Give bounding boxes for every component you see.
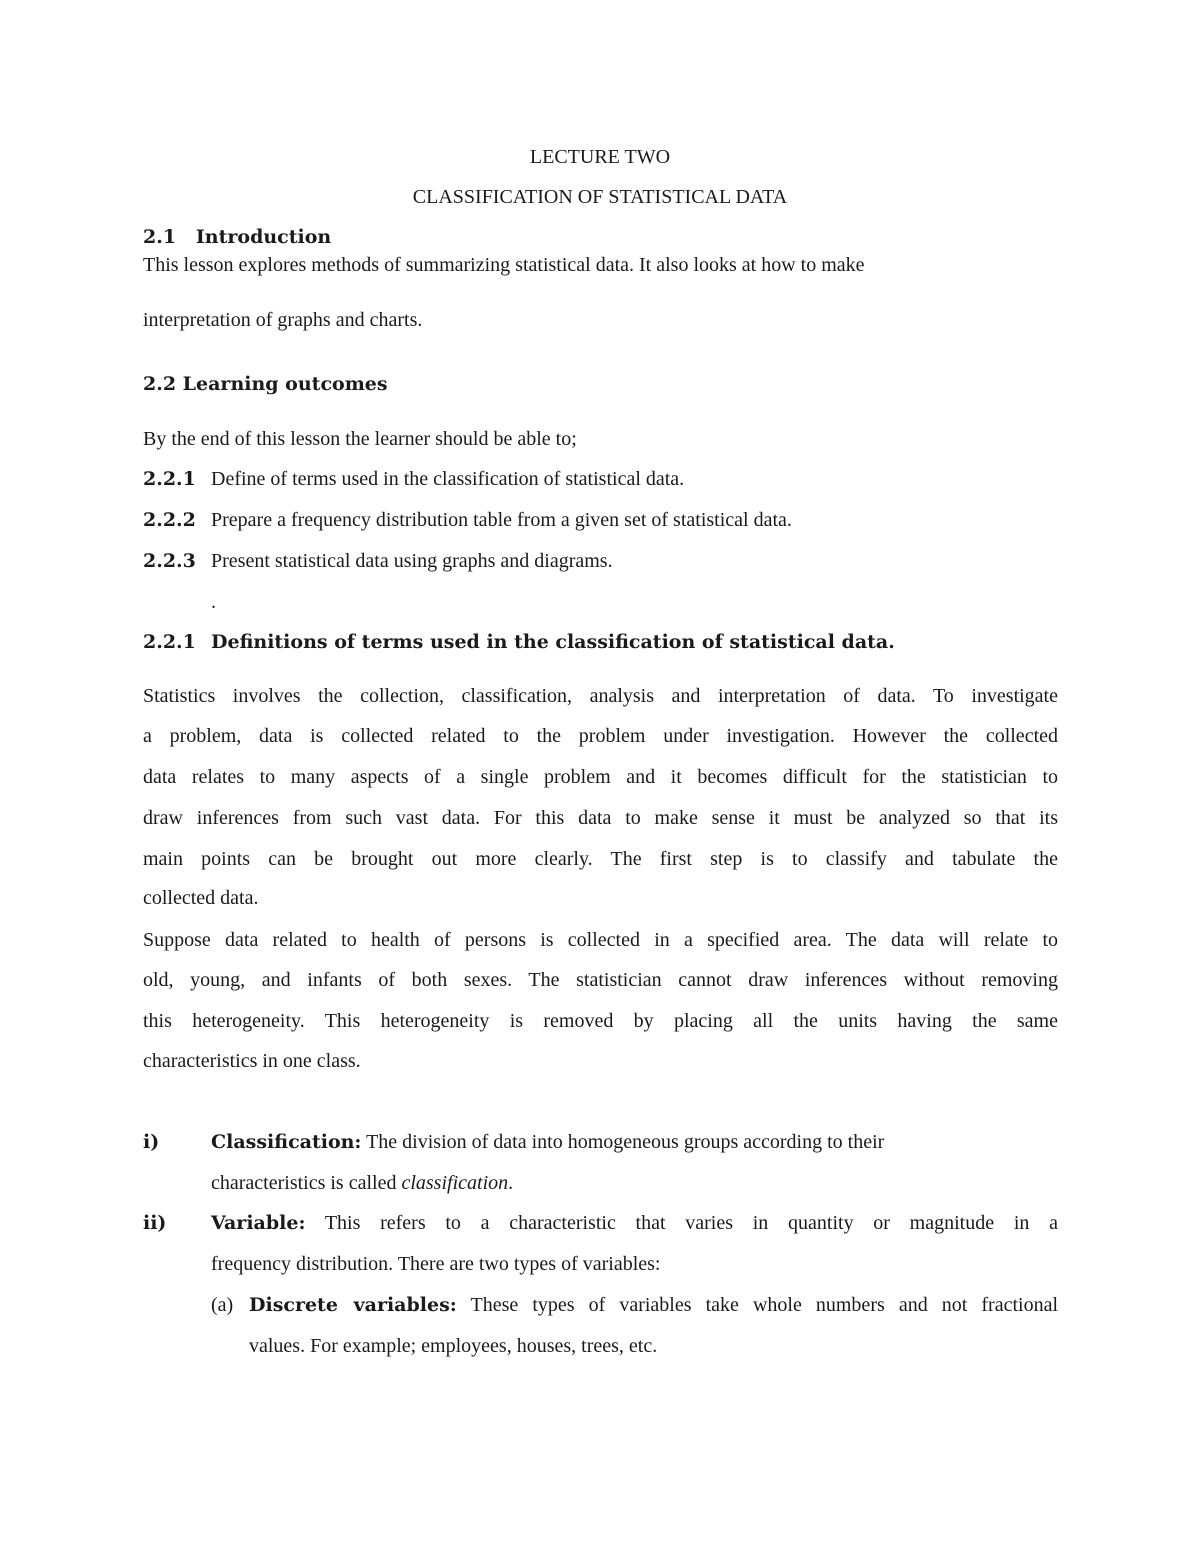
- intro-line-1: This lesson explores methods of summarizing statistical data. It also looks at how to make: [143, 254, 865, 276]
- subterm-line-1: [249, 1293, 1058, 1317]
- subterm-text: These types of variables take whole numbers and not fractional: [456, 1294, 1058, 1316]
- definitions-heading: [143, 630, 895, 654]
- para1-line: Statistics involves the collection, classification, analysis and interpretation of data. To investigate: [143, 685, 1058, 707]
- term-classification-line-2: [211, 1171, 513, 1195]
- term-text: The division of data into homogeneous groups according to their: [361, 1131, 885, 1153]
- definitions-heading-text: Definitions of terms used in the classification of statistical data.: [211, 631, 895, 653]
- term-text: characteristics is called: [211, 1172, 402, 1194]
- para1-line: draw inferences from such vast data. For this data to make sense it must be analyzed so that its: [143, 807, 1058, 829]
- para1-line: a problem, data is collected related to the problem under investigation. However the collected: [143, 725, 1058, 747]
- term-variable-line-2: frequency distribution. There are two types of variables:: [211, 1253, 661, 1275]
- subterm-term: Discrete variables:: [249, 1294, 457, 1316]
- outcome-text: Define of terms used in the classification of statistical data.: [211, 468, 685, 490]
- outcome-number: 2.2.1: [143, 468, 196, 490]
- subterm-line-2: values. For example; employees, houses, trees, etc.: [249, 1335, 658, 1357]
- term-text: .: [508, 1172, 514, 1194]
- term-roman: i): [143, 1131, 160, 1153]
- outcome-text: Prepare a frequency distribution table from a given set of statistical data.: [211, 509, 792, 531]
- term-emphasis: classification: [401, 1172, 509, 1194]
- para2-line: characteristics in one class.: [143, 1050, 361, 1072]
- definitions-number: 2.2.1: [143, 631, 196, 653]
- outcome-item: [143, 467, 684, 491]
- para1-line: main points can be brought out more clearly. The first step is to classify and tabulate the: [143, 848, 1058, 870]
- lecture-title: LECTURE TWO: [529, 146, 671, 168]
- para2-line: this heterogeneity. This heterogeneity is removed by placing all the units having the same: [143, 1010, 1058, 1032]
- subterm-label: (a): [211, 1294, 234, 1316]
- term-roman: ii): [143, 1212, 167, 1234]
- outcome-text: Present statistical data using graphs and diagrams.: [211, 550, 613, 572]
- lecture-subtitle: CLASSIFICATION OF STATISTICAL DATA: [412, 186, 788, 208]
- term-label: Variable:: [211, 1212, 306, 1234]
- para1-line: collected data.: [143, 887, 259, 909]
- outcomes-heading: 2.2 Learning outcomes: [143, 373, 388, 395]
- term-label: Classification:: [211, 1131, 362, 1153]
- intro-heading-text: Introduction: [195, 226, 332, 248]
- term-variable-line-1: [211, 1211, 1058, 1235]
- outcome-item: [143, 508, 792, 532]
- stray-dot: .: [211, 591, 216, 613]
- para2-line: old, young, and infants of both sexes. The statistician cannot draw inferences without removing: [143, 969, 1058, 991]
- term-classification-line-1: [211, 1130, 884, 1154]
- para1-line: data relates to many aspects of a single problem and it becomes difficult for the statistician to: [143, 766, 1058, 788]
- outcome-item: [143, 549, 613, 573]
- intro-line-2: interpretation of graphs and charts.: [143, 309, 423, 331]
- outcome-number: 2.2.2: [143, 509, 196, 531]
- intro-number: 2.1: [143, 226, 177, 248]
- para2-line: Suppose data related to health of persons is collected in a specified area. The data will relate to: [143, 929, 1058, 951]
- term-text: This refers to a characteristic that varies in quantity or magnitude in a: [305, 1212, 1058, 1234]
- intro-heading: [143, 225, 331, 249]
- outcome-number: 2.2.3: [143, 550, 196, 572]
- outcomes-lead: By the end of this lesson the learner should be able to;: [143, 428, 577, 450]
